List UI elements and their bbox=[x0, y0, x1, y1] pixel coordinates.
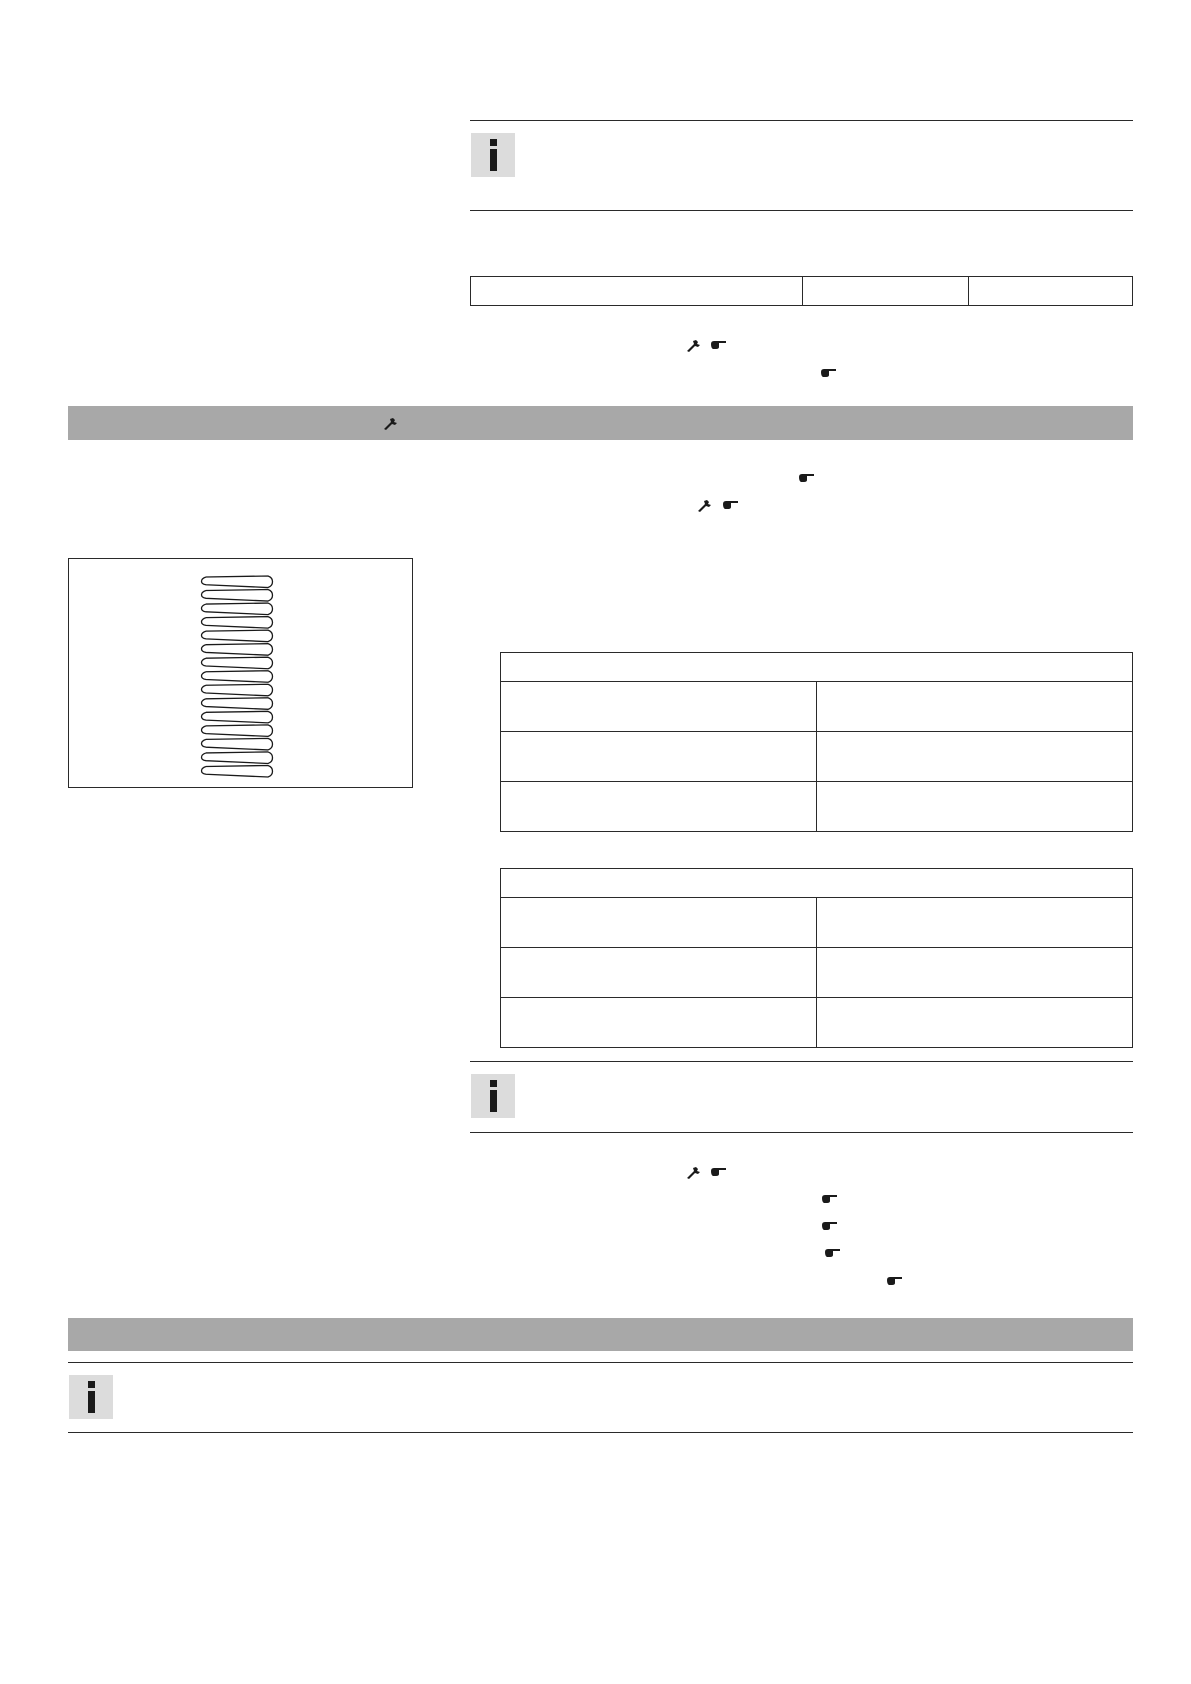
mid-note-rule-top bbox=[470, 1061, 1133, 1062]
table-cell bbox=[501, 732, 817, 782]
wrench-icon bbox=[696, 499, 714, 513]
pointing-hand-icon bbox=[710, 337, 728, 351]
top-table bbox=[470, 276, 1133, 306]
table-cell bbox=[817, 948, 1133, 998]
table-cell bbox=[501, 898, 817, 948]
section-band bbox=[68, 1318, 1133, 1351]
table-cell bbox=[471, 277, 803, 306]
table-cell bbox=[817, 898, 1133, 948]
bottom-note-rule-bottom bbox=[68, 1432, 1133, 1433]
top-note-rule-top bbox=[470, 120, 1133, 121]
table-header-cell bbox=[501, 653, 1133, 682]
pointing-hand-icon bbox=[820, 365, 838, 379]
wrench-icon bbox=[685, 1166, 703, 1180]
info-icon bbox=[471, 1074, 515, 1118]
top-note-rule-bottom bbox=[470, 210, 1133, 211]
table-cell bbox=[817, 732, 1133, 782]
table-cell bbox=[969, 277, 1133, 306]
wrench-icon bbox=[382, 417, 400, 431]
table-cell bbox=[501, 682, 817, 732]
table-cell bbox=[803, 277, 969, 306]
pointing-hand-icon bbox=[821, 1218, 839, 1232]
section-band bbox=[68, 406, 1133, 440]
settings-table-2 bbox=[500, 868, 1133, 1048]
pointing-hand-icon bbox=[710, 1164, 728, 1178]
mid-note-rule-bottom bbox=[470, 1132, 1133, 1133]
table-cell bbox=[501, 782, 817, 832]
table-cell bbox=[501, 948, 817, 998]
pointing-hand-icon bbox=[824, 1245, 842, 1259]
pointing-hand-icon bbox=[798, 470, 816, 484]
table-cell bbox=[501, 998, 817, 1048]
wrench-icon bbox=[685, 339, 703, 353]
spring-illustration bbox=[69, 559, 414, 789]
table-header-cell bbox=[501, 869, 1133, 898]
pointing-hand-icon bbox=[821, 1191, 839, 1205]
info-icon bbox=[69, 1375, 113, 1419]
table-cell bbox=[817, 782, 1133, 832]
settings-table-1 bbox=[500, 652, 1133, 832]
spring-coil bbox=[202, 576, 273, 777]
pointing-hand-icon bbox=[886, 1273, 904, 1287]
spring-figure bbox=[68, 558, 413, 788]
bottom-note-rule-top bbox=[68, 1362, 1133, 1363]
info-icon bbox=[471, 133, 515, 177]
table-cell bbox=[817, 998, 1133, 1048]
table-cell bbox=[817, 682, 1133, 732]
pointing-hand-icon bbox=[722, 497, 740, 511]
